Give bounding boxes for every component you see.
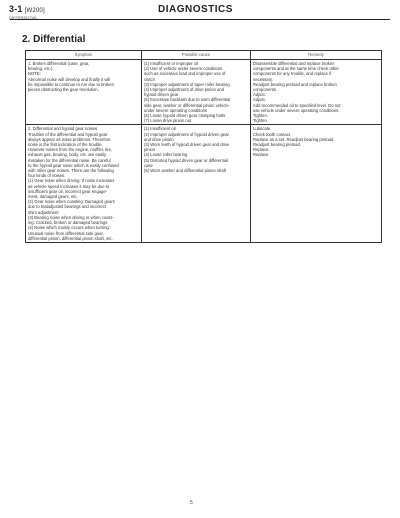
- remedy-cell-line: components for any trouble, and replace if: [253, 71, 332, 77]
- cause-cell-line: (2) Improper adjustment of hypoid driven gear: [144, 131, 229, 137]
- document-title: DIAGNOSTICS: [158, 4, 233, 15]
- remedy-cell-line: Adjust.: [253, 97, 266, 103]
- remedy-cell-line: Replace.: [253, 152, 270, 158]
- cause-cell-line: (7) Loose drive pinion nut: [144, 118, 192, 124]
- symptom-cell-line: always appear as noise problems. Therefore: [28, 136, 111, 142]
- symptom-cell-line: with other gear noises. There are the following: [28, 168, 114, 174]
- symptom-cell-line: be impossible to continue to run due to broken: [28, 81, 114, 87]
- remedy-cell-line: components and at the same time check other: [253, 66, 339, 72]
- symptom-cell-line: due to maladjusted bearings and incorrect: [28, 204, 106, 210]
- symptom-cell-line: four kinds of noises.: [28, 173, 66, 179]
- symptom-cell-line: (3) Bearing noise when driving or when coast-: [28, 214, 114, 220]
- cause-cell: [142, 60, 251, 125]
- symptom-cell-line: (4) Noise which mainly occurs when turning:: [28, 225, 110, 231]
- symptom-cell-line: pieces obstructing the gear revolution.: [28, 87, 99, 93]
- symptom-cell: [26, 125, 142, 242]
- cause-cell-line: (5) Distorted hypoid driven gear or differential: [144, 157, 228, 163]
- header-divider: [10, 19, 390, 20]
- remedy-cell-line: Replace.: [253, 147, 270, 153]
- symptom-cell-line: insufficient gear oil, incorrect gear engage-: [28, 188, 108, 194]
- remedy-cell: [251, 125, 382, 242]
- remedy-cell-line: Readjust bearing preload.: [253, 142, 301, 148]
- cause-cell-line: (3) Improper adjustment of taper roller bearing: [144, 81, 230, 87]
- remedy-cell-line: Add recommended oil to specified level. Do not: [253, 102, 341, 108]
- symptom-cell-line: as vehicle speed increases it may be due to: [28, 183, 110, 189]
- table-row: [26, 60, 382, 125]
- cause-cell-line: (4) Loose roller bearing: [144, 152, 188, 158]
- symptom-cell-line: 1. Broken differential (case, gear,: [28, 61, 90, 66]
- remedy-cell: [251, 60, 382, 125]
- symptom-cell-line: 2. Differential and hypoid gear noises: [28, 126, 98, 132]
- diagnostics-table: [25, 50, 382, 243]
- cause-cell-line: and drive pinion: [144, 136, 174, 142]
- cause-cell-line: (3) Worn teeth of hypoid driven gear and drive: [144, 142, 230, 148]
- page-number: 3-1 [W200]: [9, 4, 45, 14]
- remedy-cell-line: Lubricate.: [253, 126, 272, 132]
- symptom-cell-line: bearing, etc.): [28, 66, 53, 72]
- symptom-cell-line: NOTE:: [28, 71, 41, 77]
- remedy-cell-line: Tighten.: [253, 113, 268, 119]
- symptom-cell-line: ing: Cracked, broken or damaged bearings: [28, 220, 108, 226]
- remedy-cell-line: use vehicle under severe operating conditions.: [253, 107, 340, 113]
- cause-cell-line: clutch: [144, 76, 155, 82]
- cause-cell-line: hypoid driven gear: [144, 92, 179, 98]
- symptom-cell-line: Troubles of the differential and hypoid gear: [28, 131, 108, 137]
- page-number-sub: [W200]: [24, 8, 45, 14]
- column-header-remedy: Remedy: [251, 51, 382, 60]
- cause-cell-line: (2) Use of vehicle under severe conditions: [144, 66, 223, 72]
- page-footer: 5: [190, 500, 193, 506]
- cause-cell-line: side gear, washer or differential pinion vehicle: [144, 102, 229, 108]
- symptom-cell-line: ment, damaged gears, etc.: [28, 194, 78, 200]
- remedy-cell-line: Replace as a set. Readjust bearing preload.: [253, 136, 335, 142]
- symptom-cell-line: Unusual noise from differential side gear,: [28, 230, 104, 236]
- cause-cell-line: case: [144, 162, 153, 168]
- table-row: [26, 125, 382, 242]
- symptom-cell-line: (1) Gear noise when driving: If noise increases: [28, 178, 115, 184]
- table-header-row: [26, 51, 382, 60]
- remedy-cell-line: Disassemble differential and replace broken: [253, 61, 335, 66]
- cause-cell-line: such as excessive load and improper use of: [144, 71, 226, 77]
- remedy-cell-line: necessary.: [253, 76, 273, 82]
- cause-cell-line: under severe operating conditions: [144, 107, 208, 113]
- symptom-cell-line: to the hypoid gear noise which is easily confused: [28, 162, 119, 168]
- cause-cell-line: (5) Excessive backlash due to worn differential: [144, 97, 231, 103]
- cause-cell-line: (1) Insufficient oil: [144, 126, 176, 132]
- symptom-cell-line: However noises from the engine, muffler, tire,: [28, 147, 113, 153]
- symptom-cell-line: exhaust gas, bearing, body, etc. are easily: [28, 152, 107, 158]
- column-header-cause: Possible cause: [142, 51, 251, 60]
- remedy-cell-line: Adjust.: [253, 92, 266, 98]
- cause-cell-line: (4) Improper adjustment of drive pinion and: [144, 87, 225, 93]
- symptom-cell: [26, 60, 142, 125]
- cause-cell-line: pinion: [144, 147, 156, 153]
- remedy-cell-line: Tighten.: [253, 118, 268, 124]
- cause-cell-line: (6) Loose hypoid driven gear clamping bolts: [144, 113, 226, 119]
- section-heading: 2. Differential: [22, 34, 86, 45]
- cause-cell-line: (1) Insufficient or improper oil: [144, 61, 199, 66]
- symptom-cell-line: mistaken for the differential noise. Be careful: [28, 157, 111, 163]
- symptom-cell-line: shim adjustment: [28, 209, 59, 215]
- symptom-cell-line: noise is the first indication of the trouble.: [28, 142, 103, 148]
- remedy-cell-line: Readjust bearing preload and replace broken: [253, 81, 337, 87]
- remedy-cell-line: Check tooth contact.: [253, 131, 292, 137]
- symptom-cell-line: (2) Gear noise when coasting: Damaged gears: [28, 199, 115, 205]
- cause-cell: [142, 125, 251, 242]
- remedy-cell-line: components.: [253, 87, 277, 93]
- cause-cell-line: (6) Worn washer and differential pinion shaft: [144, 168, 227, 174]
- column-header-symptom: Symptom: [26, 51, 142, 60]
- symptom-cell-line: differential pinion, differential pinion shaft, etc.: [28, 235, 113, 241]
- symptom-cell-line: Abnormal noise will develop and finally it will: [28, 76, 111, 82]
- section-subtitle: DIFFERENTIAL: [9, 15, 38, 20]
